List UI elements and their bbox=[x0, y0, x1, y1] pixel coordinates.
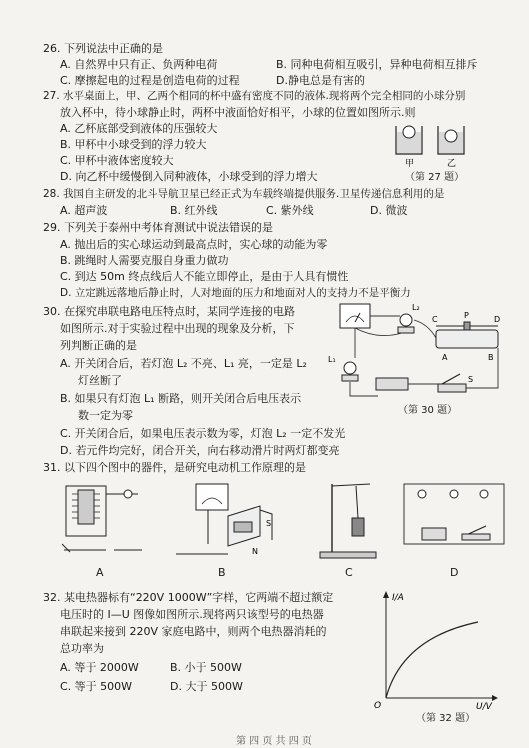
q31-figure-c-wire-in-field bbox=[312, 478, 382, 562]
q30-label-l2: L₂ bbox=[412, 303, 420, 312]
q31-stem: 31. 以下四个图中的器件，是研究电动机工作原理的是 bbox=[43, 461, 306, 474]
q32-stem-line1: 32. 某电热器标有“220V 1000W”字样，它两端不超过额定 bbox=[43, 591, 334, 604]
q28-option-b: B. 红外线 bbox=[170, 204, 218, 217]
q27-option-c: C. 甲杯中液体密度较大 bbox=[60, 154, 174, 167]
q31-label-d: D bbox=[450, 566, 459, 579]
q28-option-d: D. 微波 bbox=[370, 204, 408, 217]
q27-stem-line1: 27. 水平桌面上，甲、乙两个相同的杯中盛有密度不同的液体.现将两个完全相同的小球分别 bbox=[43, 90, 466, 102]
q28-option-a: A. 超声波 bbox=[60, 204, 108, 217]
q27-option-d: D. 向乙杯中缓慢倒入同种液体，小球受到的浮力增大 bbox=[60, 170, 318, 183]
q31-label-b-n: N bbox=[252, 547, 258, 556]
q29-option-b: B. 跳绳时人需要克服自身重力做功 bbox=[60, 254, 229, 267]
page-footer: 第 四 页 共 四 页 bbox=[236, 736, 312, 747]
q27-label-jia: 甲 bbox=[405, 159, 415, 169]
q32-stem-line2: 电压时的 I—U 图像如图所示.现将两只该型号的电热器 bbox=[60, 608, 324, 621]
q29-option-c: C. 到达 50m 终点线后人不能立即停止，是由于人具有惯性 bbox=[60, 270, 349, 283]
q30-caption: （第 30 题） bbox=[398, 405, 458, 416]
q30-label-a: A bbox=[442, 353, 448, 362]
q30-label-p: P bbox=[464, 311, 469, 320]
q27-option-a: A. 乙杯底部受到液体的压强较大 bbox=[60, 122, 218, 135]
q30-option-b: B. 如果只有灯泡 L₁ 断路，则开关闭合后电压表示 bbox=[60, 392, 302, 405]
q32-origin: O bbox=[374, 701, 382, 710]
q27-option-b: B. 甲杯中小球受到的浮力较大 bbox=[60, 138, 207, 151]
q30-label-c: C bbox=[432, 315, 438, 324]
q26-option-c: C. 摩擦起电的过程是创造电荷的过程 bbox=[60, 74, 240, 87]
q32-option-a: A. 等于 2000W bbox=[60, 661, 139, 674]
q30-option-b-cont: 数一定为零 bbox=[78, 409, 133, 422]
q27-label-yi: 乙 bbox=[447, 159, 457, 169]
q31-figure-b-generator bbox=[168, 480, 280, 562]
q30-circuit-figure bbox=[318, 300, 508, 418]
q26-option-a: A. 自然界中只有正、负两种电荷 bbox=[60, 58, 218, 71]
q30-option-c: C. 开关闭合后，如果电压表示数为零，灯泡 L₂ 一定不发光 bbox=[60, 427, 346, 440]
q32-axis-y-label: I/A bbox=[392, 593, 404, 603]
q28-option-c: C. 紫外线 bbox=[266, 204, 314, 217]
q27-caption: （第 27 题） bbox=[405, 172, 465, 183]
q29-option-a: A. 抛出后的实心球运动到最高点时，实心球的动能为零 bbox=[60, 238, 328, 251]
q30-label-b: B bbox=[488, 353, 494, 362]
q32-iu-graph bbox=[372, 588, 500, 710]
q26-option-d: D.静电总是有害的 bbox=[276, 74, 365, 87]
q26-stem: 26. 下列说法中正确的是 bbox=[43, 42, 163, 55]
q30-label-d: D bbox=[494, 315, 501, 324]
q30-stem-line1: 30. 在探究串联电路电压特点时，某同学连接的电路 bbox=[43, 305, 295, 318]
q32-option-c: C. 等于 500W bbox=[60, 680, 133, 693]
q29-stem: 29. 下列关于泰州中考体育测试中说法错误的是 bbox=[43, 221, 273, 234]
q31-figure-d-motor-circuit bbox=[400, 480, 510, 562]
q29-option-d: D. 立定跳远落地后静止时，人对地面的压力和地面对人的支持力不是平衡力 bbox=[60, 287, 411, 299]
q32-option-b: B. 小于 500W bbox=[170, 661, 242, 674]
q31-label-b-s: S bbox=[266, 519, 272, 528]
q26-option-b: B. 同种电荷相互吸引，异种电荷相互排斥 bbox=[276, 58, 478, 71]
q30-option-a: A. 开关闭合后，若灯泡 L₂ 不亮、L₁ 亮，一定是 L₂ bbox=[60, 357, 307, 370]
q31-label-c: C bbox=[345, 566, 353, 579]
q30-stem-line2: 如图所示.对于实验过程中出现的现象及分析，下 bbox=[60, 322, 295, 335]
q32-option-d: D. 大于 500W bbox=[170, 680, 243, 693]
q30-option-a-cont: 灯丝断了 bbox=[78, 374, 122, 387]
q32-caption: （第 32 题） bbox=[416, 713, 476, 724]
q30-option-d: D. 若元件均完好，闭合开关，向右移动滑片时两灯都变亮 bbox=[60, 444, 340, 457]
q27-stem-line2: 放入杯中，待小球静止时，两杯中液面恰好相平，小球的位置如图所示.则 bbox=[60, 106, 416, 119]
q32-axis-x-label: U/V bbox=[476, 702, 492, 710]
q28-stem: 28. 我国自主研发的北斗导航卫星已经正式为车载终端提供服务.卫星传递信息利用的是 bbox=[43, 188, 445, 200]
q27-cups-figure bbox=[392, 120, 472, 170]
q30-label-l1: L₁ bbox=[328, 355, 336, 364]
q32-stem-line3: 串联起来接到 220V 家庭电路中，则两个电热器消耗的 bbox=[60, 625, 327, 638]
q31-figure-a-relay bbox=[58, 480, 146, 560]
q31-label-b: B bbox=[218, 566, 226, 579]
q31-label-a: A bbox=[96, 566, 104, 579]
q30-stem-line3: 列判断正确的是 bbox=[60, 339, 137, 352]
q32-stem-line4: 总功率为 bbox=[60, 642, 104, 655]
q30-label-s: S bbox=[468, 375, 474, 384]
